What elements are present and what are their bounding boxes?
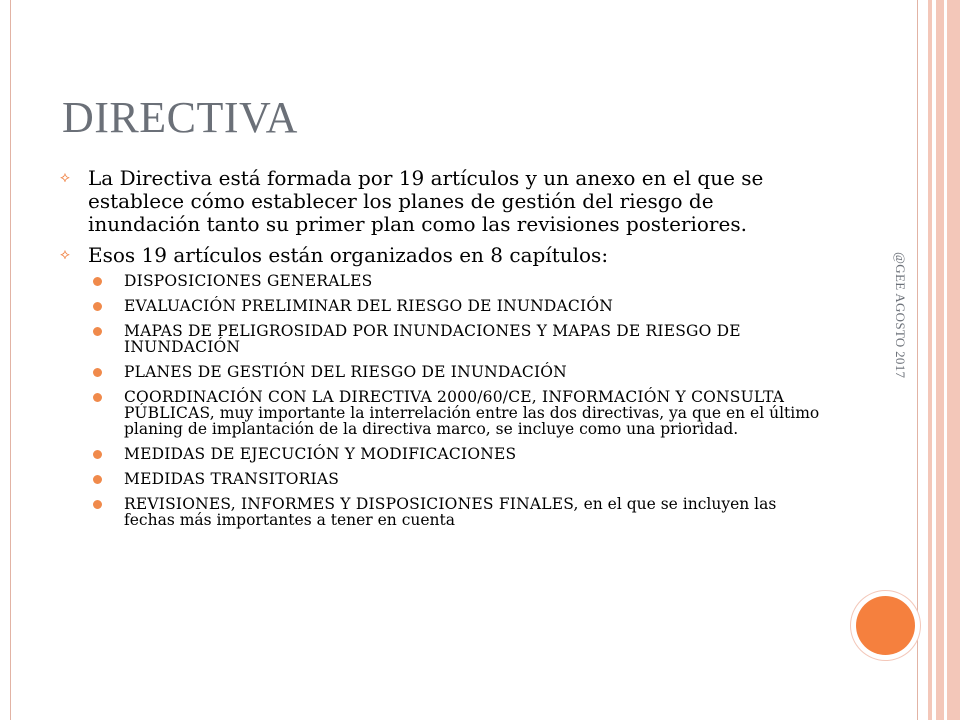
chapter-title: MEDIDAS DE EJECUCIÓN Y MODIFICACIONES [124,445,517,463]
chapter-title: COORDINACIÓN CON LA DIRECTIVA 2000/60/CE, INFORMACIÓN Y CONSULTA PÚBLICAS, [124,388,785,422]
chapter-item [60,389,820,437]
chapter-note: en el que se incluyen las fechas más importantes a tener en cuenta [124,495,777,529]
dot-bullet-icon [93,500,102,509]
dot-bullet-icon [93,277,102,286]
chapter-title: MAPAS DE PELIGROSIDAD POR INUNDACIONES Y MAPAS DE RIESGO DE INUNDACIÓN [124,322,741,356]
bullet-icon: ⟡ [60,245,70,263]
chapter-note: muy importante la interrelación entre las dos directivas, ya que en el último planing de implantación de la directiva marco, se incluye como una prioridad. [124,404,820,438]
chapter-item [60,446,820,462]
dot-bullet-icon [93,302,102,311]
bullet-item [60,167,820,236]
slide-title: DIRECTIVA [62,93,298,142]
chapter-title: MEDIDAS TRANSITORIAS [124,470,340,488]
slide-content [60,167,820,537]
chapter-item [60,298,820,314]
dot-bullet-icon [93,475,102,484]
bullet-item [60,244,820,267]
dot-bullet-icon [93,327,102,336]
bullet-icon: ⟡ [60,168,70,186]
chapter-list [60,273,820,528]
chapter-item [60,471,820,487]
bullet-text: Esos 19 artículos están organizados en 8 capítulos: [88,243,609,267]
slide-footer: @GEE AGOSTO 2017 [893,252,908,379]
chapter-item [60,273,820,289]
chapter-item [60,364,820,380]
chapter-item [60,323,820,355]
chapter-title: REVISIONES, INFORMES Y DISPOSICIONES FINALES, [124,495,579,513]
dot-bullet-icon [93,450,102,459]
bullet-text: La Directiva está formada por 19 artículos y un anexo en el que se establece cómo establecer los planes de gestión del riesgo de inundación tanto su primer plan como las revisiones posteriores. [88,166,764,236]
chapter-item [60,496,820,528]
dot-bullet-icon [93,368,102,377]
chapter-title: EVALUACIÓN PRELIMINAR DEL RIESGO DE INUNDACIÓN [124,297,613,315]
chapter-title: PLANES DE GESTIÓN DEL RIESGO DE INUNDACIÓN [124,363,567,381]
decorative-circle-icon [856,596,915,655]
chapter-title: DISPOSICIONES GENERALES [124,272,373,290]
dot-bullet-icon [93,393,102,402]
decorative-stripes [918,0,960,720]
